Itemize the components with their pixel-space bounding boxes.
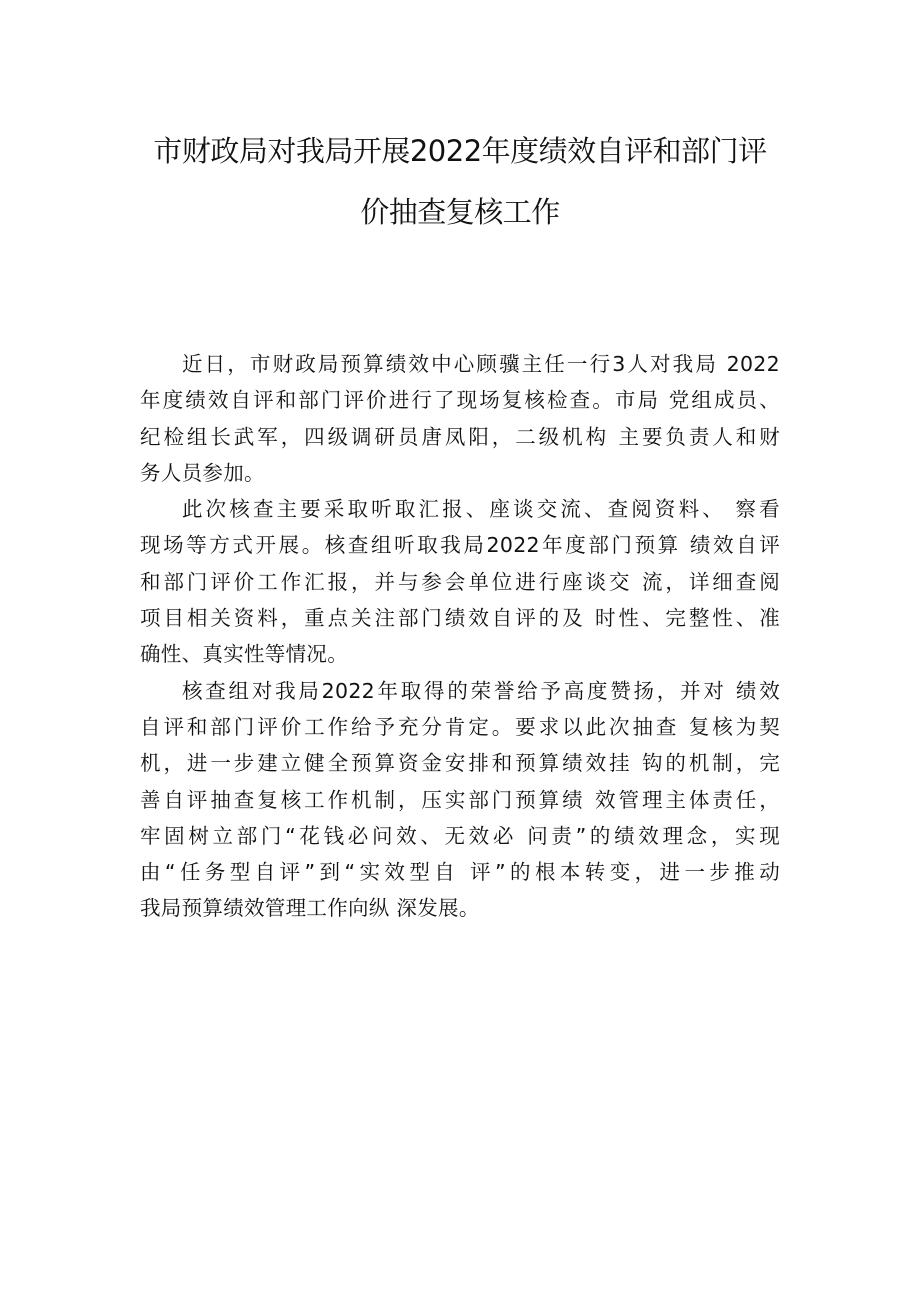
paragraph-line: 近日，市财政局预算绩效中心顾骥主任一行3人对我局 2022 xyxy=(182,352,780,376)
document-title-line-1: 市财政局对我局开展2022年度绩效自评和部门评 xyxy=(153,134,767,168)
paragraph-1 xyxy=(140,346,780,491)
paragraph-line: 自评和部门评价工作给予充分肯定。要求以此次抽查 复核为契 xyxy=(140,714,780,739)
paragraph-line: 现场等方式开展。核查组听取我局2022年度部门预算 绩效自评 xyxy=(140,533,780,558)
paragraph-line: 确性、真实性等情况。 xyxy=(140,642,348,667)
paragraph-line: 我局预算绩效管理工作向纵 深发展。 xyxy=(140,896,480,921)
paragraph-2 xyxy=(140,491,780,672)
paragraph-line: 和部门评价工作汇报，并与参会单位进行座谈交 流，详细查阅 xyxy=(140,569,780,594)
paragraph-line: 核查组对我局2022年取得的荣誉给予高度赞扬，并对 绩效 xyxy=(182,678,780,703)
paragraph-line: 纪检组长武军，四级调研员唐凤阳，二级机构 主要负责人和财 xyxy=(140,424,780,449)
document-body xyxy=(140,346,780,927)
paragraph-line: 年度绩效自评和部门评价进行了现场复核检查。市局 党组成员、 xyxy=(140,388,780,413)
paragraph-line: 此次核查主要采取听取汇报、座谈交流、查阅资料、 察看 xyxy=(182,497,780,522)
paragraph-line: 由“任务型自评”到“实效型自 评”的根本转变，进一步推动 xyxy=(140,860,780,885)
paragraph-line: 牢固树立部门“花钱必问效、无效必 问责”的绩效理念，实现 xyxy=(140,823,780,848)
paragraph-line: 机，进一步建立健全预算资金安排和预算绩效挂 钩的机制，完 xyxy=(140,751,780,776)
document-title-line-2: 价抽查复核工作 xyxy=(360,195,560,229)
paragraph-line: 项目相关资料，重点关注部门绩效自评的及 时性、完整性、准 xyxy=(140,606,780,631)
paragraph-3 xyxy=(140,673,780,927)
paragraph-line: 务人员参加。 xyxy=(140,460,265,485)
paragraph-line: 善自评抽查复核工作机制，压实部门预算绩 效管理主体责任， xyxy=(140,787,780,812)
